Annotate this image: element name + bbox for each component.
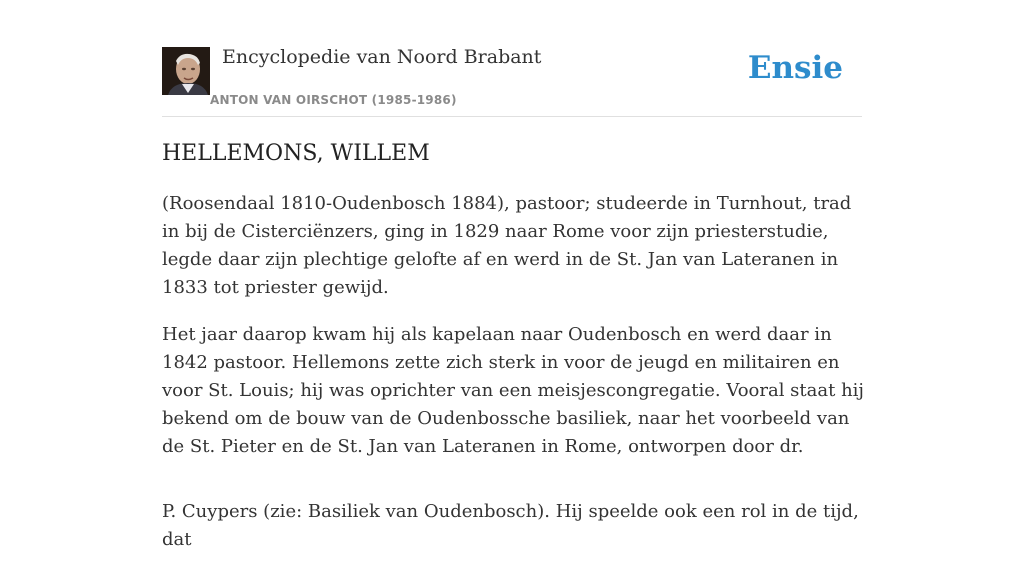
article-body (162, 138, 866, 573)
paragraph-1: (Roosendaal 1810-Oudenbosch 1884), pastoor; studeerde in Turnhout, trad in bij de Cisterciënzers, ging in 1829 naar Rome voor zijn priesterstudie, legde daar zijn plechtige gelofte af en werd in de St. Jan van Lateranen in 1833 tot priester gewijd. (162, 193, 852, 298)
author-avatar[interactable] (162, 47, 210, 95)
publication-title[interactable]: Encyclopedie van Noord Brabant (222, 46, 542, 68)
paragraph-2: Het jaar daarop kwam hij als kapelaan naar Oudenbosch en werd daar in 1842 pastoor. Hellemons zette zich sterk in voor de jeugd en militairen en voor St. Louis; hij was oprichter van een meisjescongregatie. Vooral staat hij bekend om de bouw van de Oudenbossche basiliek, naar het voorbeeld van de St. Pieter en de St. Jan van Lateranen in Rome, ontworpen door dr. (162, 324, 864, 457)
entry-title: HELLEMONS, WILLEM (162, 141, 430, 166)
ensie-logo[interactable]: Ensie (747, 50, 843, 86)
site-header (162, 0, 862, 117)
author-name[interactable]: ANTON VAN OIRSCHOT (1985-1986) (210, 93, 457, 107)
paragraph-3: P. Cuypers (zie: Basiliek van Oudenbosch). Hij speelde ook een rol in de tijd, dat (162, 501, 859, 550)
author-portrait-icon (162, 47, 210, 95)
